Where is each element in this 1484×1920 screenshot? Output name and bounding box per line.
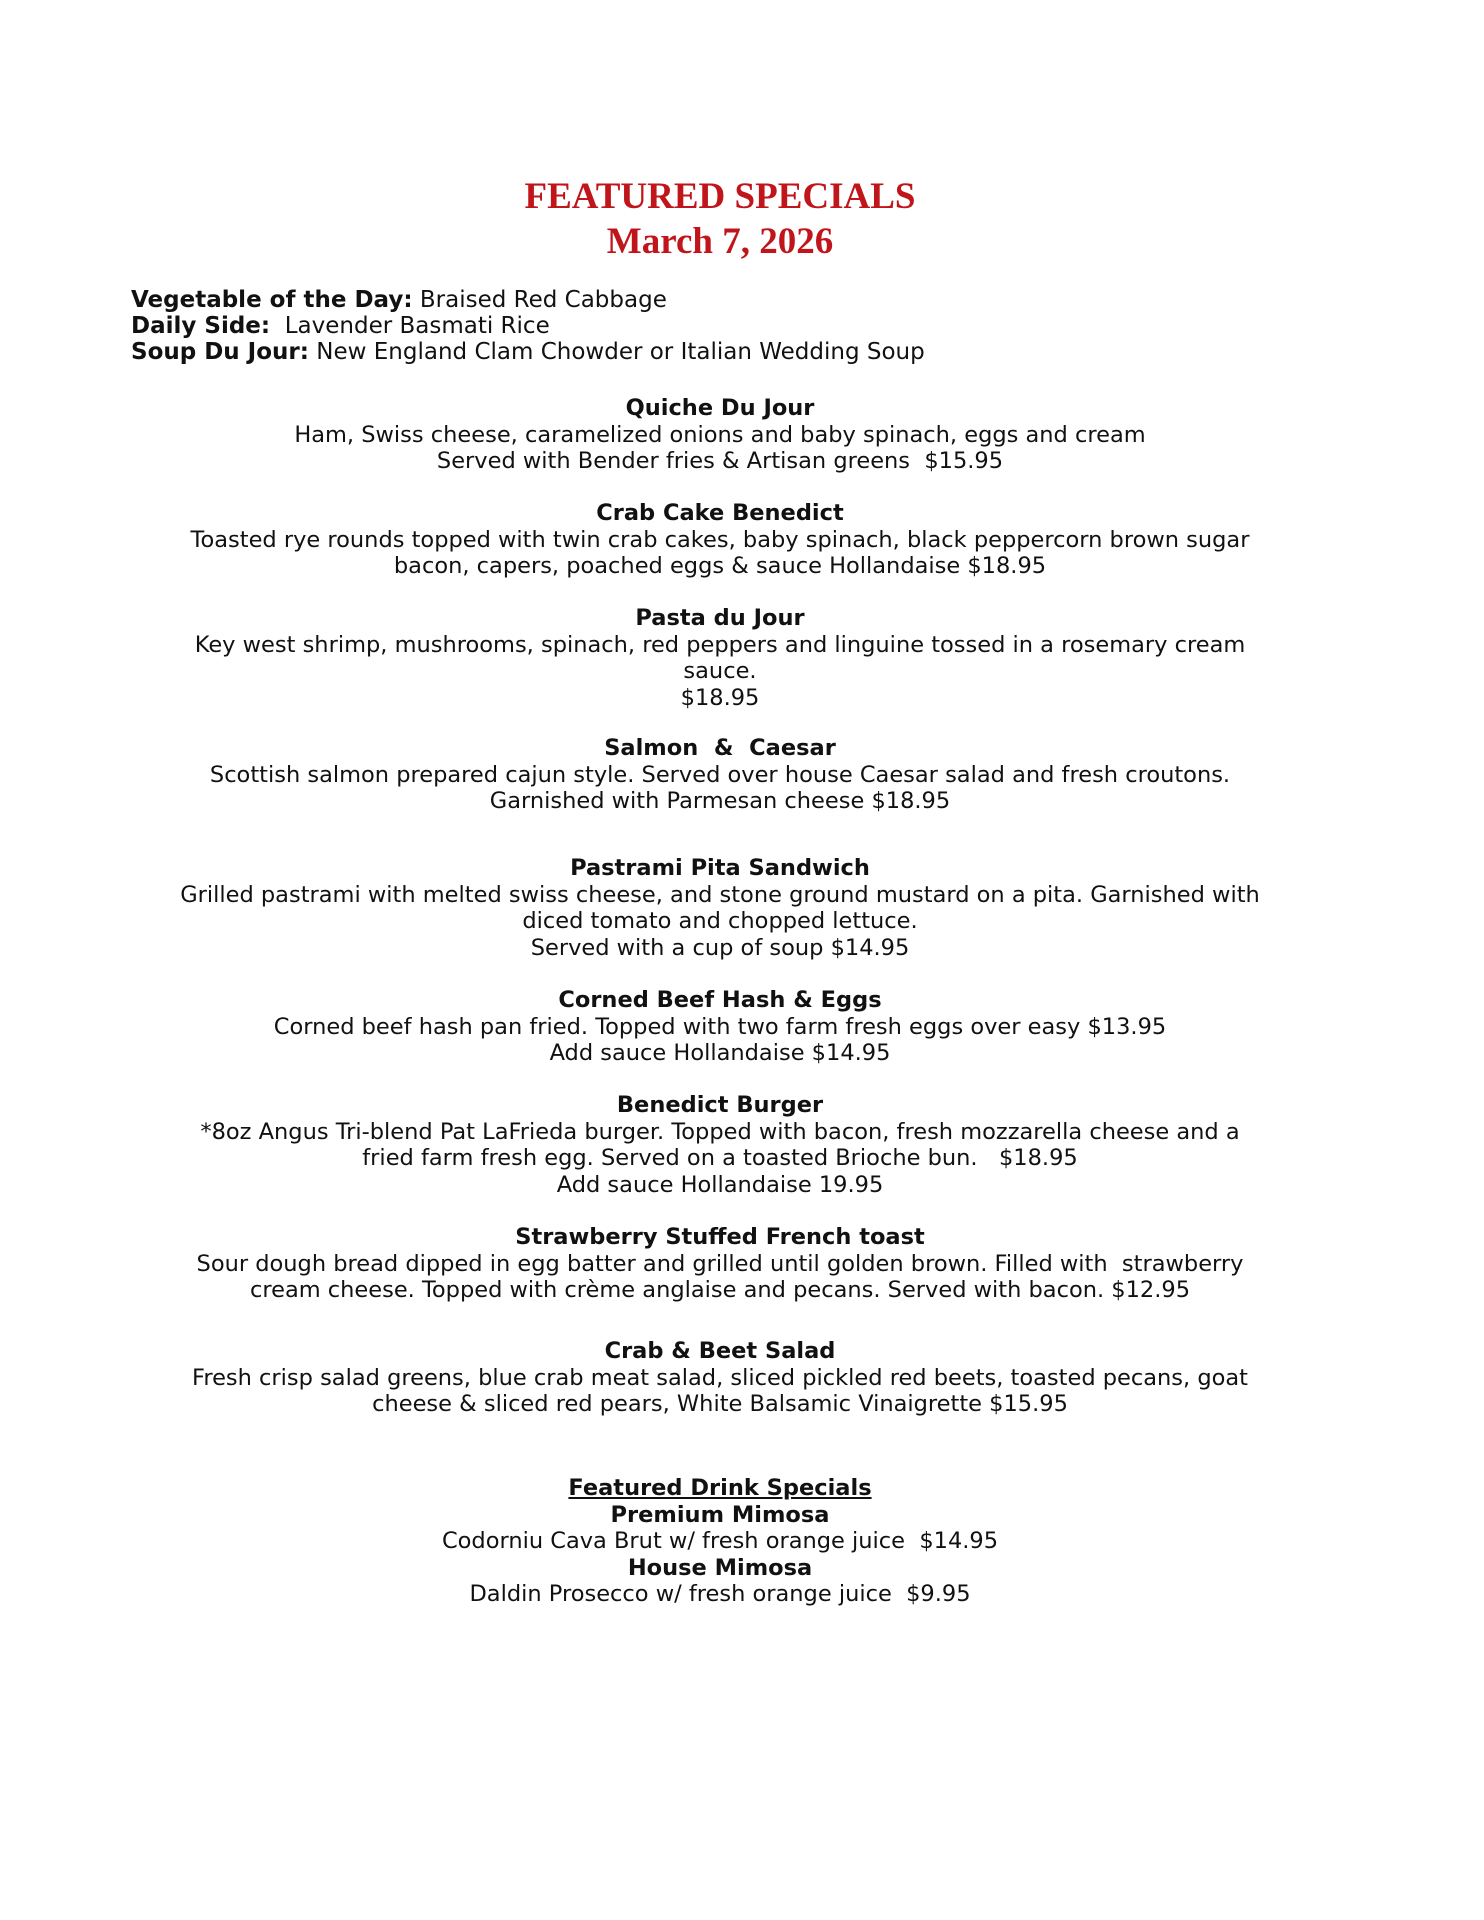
drink-description: Daldin Prosecco w/ fresh orange juice $9.95 xyxy=(469,1581,971,1607)
menu-item-description: Corned beef hash pan fried. Topped with two farm fresh eggs over easy $13.95 xyxy=(273,1013,1167,1040)
menu-item-name: Pasta du Jour xyxy=(635,605,805,631)
menu-item-quiche xyxy=(120,395,1320,475)
daily-value: Lavender Basmati Rice xyxy=(270,313,550,339)
menu-item-description: Served with Bender fries & Artisan greens $15.95 xyxy=(436,448,1004,474)
menu-item-description: Add sauce Hollandaise $14.95 xyxy=(549,1040,891,1066)
daily-label: Daily Side: xyxy=(131,313,271,339)
daily-value: Braised Red Cabbage xyxy=(412,287,667,313)
page-date: March 7, 2026 xyxy=(606,221,834,262)
menu-item-description: cheese & sliced red pears, White Balsamic Vinaigrette $15.95 xyxy=(372,1391,1068,1417)
menu-item-name: Benedict Burger xyxy=(616,1092,824,1118)
menu-item-name: Pastrami Pita Sandwich xyxy=(570,855,870,881)
drink-name: Premium Mimosa xyxy=(610,1501,830,1528)
menu-item-pasta xyxy=(120,605,1320,711)
menu-item-description: bacon, capers, poached eggs & sauce Hollandaise $18.95 xyxy=(393,553,1047,579)
menu-item-description: diced tomato and chopped lettuce. xyxy=(522,908,918,934)
menu-item-name: Crab Cake Benedict xyxy=(596,500,844,526)
menu-item-description: fried farm fresh egg. Served on a toasted Brioche bun. $18.95 xyxy=(362,1145,1078,1171)
menu-item-description: *8oz Angus Tri-blend Pat LaFrieda burger. Topped with bacon, fresh mozzarella cheese and a xyxy=(200,1118,1240,1145)
menu-item-crab-beet-salad xyxy=(120,1338,1320,1418)
menu-item-description: Scottish salmon prepared cajun style. Served over house Caesar salad and fresh croutons. xyxy=(209,761,1231,788)
menu-item-french-toast xyxy=(120,1224,1320,1304)
page-title: FEATURED SPECIALS xyxy=(524,176,916,217)
drink-name: House Mimosa xyxy=(627,1554,813,1581)
daily-row-soup xyxy=(131,339,925,365)
menu-item-salmon-caesar xyxy=(120,735,1320,815)
menu-item-name: Crab & Beet Salad xyxy=(604,1338,836,1364)
menu-item-name: Quiche Du Jour xyxy=(625,395,815,421)
menu-item-description: Toasted rye rounds topped with twin crab cakes, baby spinach, black peppercorn brown sugar xyxy=(190,526,1250,553)
daily-label: Soup Du Jour: xyxy=(131,339,309,365)
menu-item-description: Key west shrimp, mushrooms, spinach, red peppers and linguine tossed in a rosemary cream xyxy=(194,631,1246,658)
menu-item-description: Grilled pastrami with melted swiss cheese, and stone ground mustard on a pita. Garnished with xyxy=(180,881,1260,908)
menu-item-corned-beef xyxy=(120,987,1320,1067)
menu-item-description: Add sauce Hollandaise 19.95 xyxy=(556,1171,884,1198)
menu-item-price: $18.95 xyxy=(680,684,760,711)
drink-specials-heading: Featured Drink Specials xyxy=(568,1475,872,1501)
menu-item-description: cream cheese. Topped with crème anglaise and pecans. Served with bacon. $12.95 xyxy=(249,1277,1191,1303)
menu-item-description: Garnished with Parmesan cheese $18.95 xyxy=(489,788,951,814)
menu-item-pastrami xyxy=(120,855,1320,961)
menu-item-description: Sour dough bread dipped in egg batter and grilled until golden brown. Filled with strawberry xyxy=(196,1250,1244,1277)
menu-item-description: sauce. xyxy=(683,658,757,684)
menu-item-name: Corned Beef Hash & Eggs xyxy=(558,987,882,1013)
menu-item-benedict-burger xyxy=(120,1092,1320,1198)
menu-item-crab-cake-benedict xyxy=(120,500,1320,580)
drink-description: Codorniu Cava Brut w/ fresh orange juice $14.95 xyxy=(441,1528,999,1554)
daily-value: New England Clam Chowder or Italian Wedding Soup xyxy=(308,339,925,365)
menu-item-description: Served with a cup of soup $14.95 xyxy=(530,934,910,961)
menu-item-description: Fresh crisp salad greens, blue crab meat salad, sliced pickled red beets, toasted pecans, goat xyxy=(192,1364,1248,1391)
daily-row-vegetable xyxy=(131,287,925,313)
menu-item-name: Salmon & Caesar xyxy=(604,735,836,761)
menu-item-description: Ham, Swiss cheese, caramelized onions and baby spinach, eggs and cream xyxy=(294,421,1146,448)
drink-specials xyxy=(120,1475,1320,1608)
daily-label: Vegetable of the Day: xyxy=(131,287,413,313)
daily-row-side xyxy=(131,313,925,339)
daily-features xyxy=(131,287,925,365)
menu-item-name: Strawberry Stuffed French toast xyxy=(515,1224,925,1250)
